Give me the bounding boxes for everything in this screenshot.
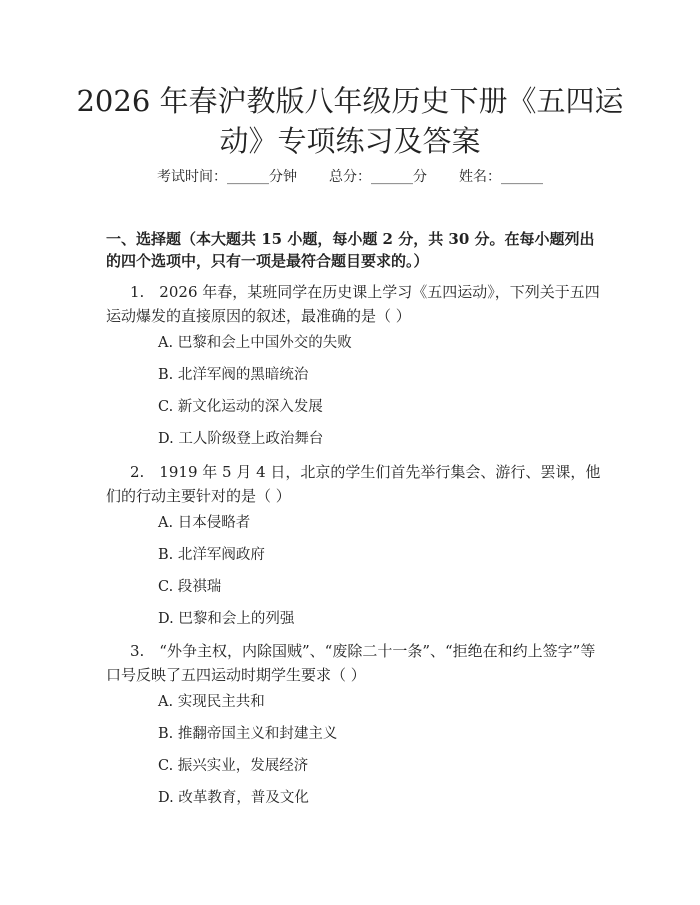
q3-option-a: A. 实现民主共和: [158, 694, 265, 710]
exam-time: 考试时间：______分钟: [157, 169, 297, 185]
exam-meta: [0, 166, 700, 186]
q3-option-d: D. 改革教育，普及文化: [158, 790, 309, 806]
q1-option-b: B. 北洋军阀的黑暗统治: [158, 367, 309, 383]
question-3: 3. “外争主权，内除国贼”、“废除二十一条”、“拒绝在和约上签字”等口号反映了五四运动时期学生要求（ ）: [106, 642, 596, 684]
q3-option-c: C. 振兴实业，发展经济: [158, 758, 309, 774]
q1-option-d: D. 工人阶级登上政治舞台: [158, 431, 324, 447]
student-name: 姓名：______: [459, 169, 543, 185]
q3-option-b: B. 推翻帝国主义和封建主义: [158, 726, 338, 742]
q1-option-a: A. 巴黎和会上中国外交的失败: [158, 335, 352, 351]
total-score: 总分：______分: [329, 169, 427, 185]
q2-option-b: B. 北洋军阀政府: [158, 547, 265, 563]
title-line-1: 2026 年春沪教版八年级历史下册《五四运: [76, 84, 624, 118]
q2-option-a: A. 日本侵略者: [158, 515, 251, 531]
question-1: 1. 2026 年春，某班同学在历史课上学习《五四运动》，下列关于五四运动爆发的直接原因的叙述，最准确的是（ ）: [106, 283, 600, 325]
q2-option-c: C. 段祺瑞: [158, 579, 222, 595]
section-heading: 一、选择题（本大题共 15 小题，每小题 2 分，共 30 分。在每小题列出的四个选项中，只有一项是最符合题目要求的。）: [106, 230, 595, 270]
q2-option-d: D. 巴黎和会上的列强: [158, 611, 295, 627]
q1-option-c: C. 新文化运动的深入发展: [158, 399, 323, 415]
title-line-2: 动》专项练习及答案: [219, 124, 481, 158]
question-2: 2. 1919 年 5 月 4 日，北京的学生们首先举行集会、游行、罢课，他们的行动主要针对的是（ ）: [106, 463, 601, 505]
